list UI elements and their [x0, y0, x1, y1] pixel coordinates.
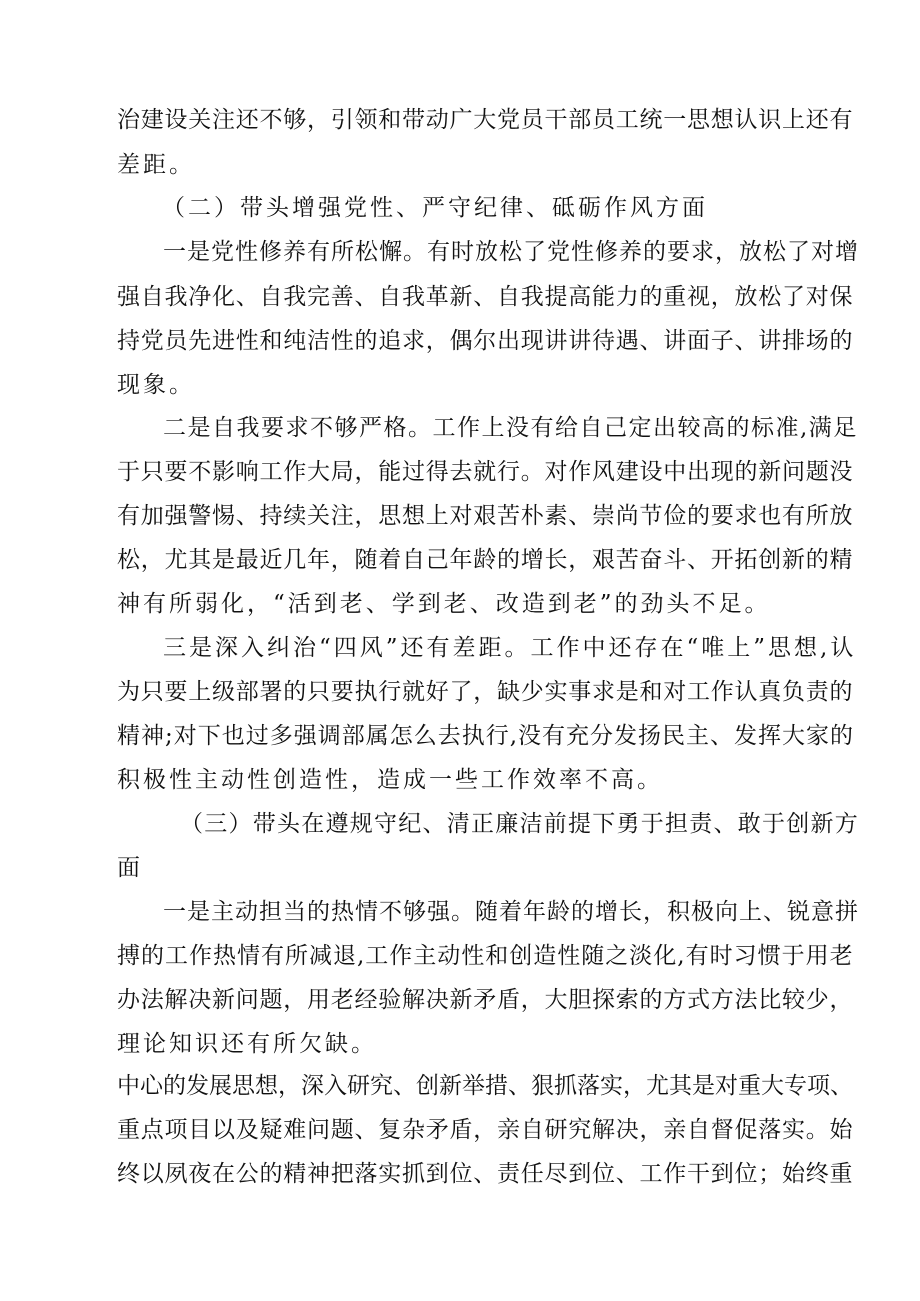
text-line: 三是深入纠治“四风”还有差距。工作中还存在“唯上”思想,认	[163, 635, 857, 661]
text-line: 持党员先进性和纯洁性的追求，偶尔出现讲讲待遇、讲面子、讲排场的	[117, 328, 854, 354]
text-line: 有加强警惕、持续关注，思想上对艰苦朴素、崇尚节俭的要求也有所放	[117, 503, 854, 529]
section-heading: （二）带头增强党性、严守纪律、砥砺作风方面	[162, 195, 708, 221]
text-line: 理论知识还有所欠缺。	[117, 1031, 377, 1057]
text-line: 差距。	[117, 152, 195, 178]
text-line: 积极性主动性创造性，造成一些工作效率不高。	[117, 767, 663, 793]
text-line: 搏的工作热情有所减退,工作主动性和创造性随之淡化,有时习惯于用老	[117, 943, 854, 969]
heading-line: （三）带头在遵规守纪、清正廉洁前提下勇于担责、敢于创新方	[180, 811, 859, 837]
text-line: 强自我净化、自我完善、自我革新、自我提高能力的重视，放松了对保	[117, 284, 854, 310]
text-line: 治建设关注还不够，引领和带动广大党员干部员工统一思想认识上还有	[117, 107, 854, 133]
heading-line: 面	[117, 855, 143, 881]
text-line: 一是主动担当的热情不够强。随着年龄的增长，积极向上、锐意拼	[163, 899, 859, 925]
text-line: 一是党性修养有所松懈。有时放松了党性修养的要求，放松了对增	[163, 239, 859, 265]
text-line: 中心的发展思想，深入研究、创新举措、狠抓落实，尤其是对重大专项、	[117, 1073, 853, 1099]
text-line: 终以夙夜在公的精神把落实抓到位、责任尽到位、工作干到位；始终重	[117, 1161, 854, 1187]
text-line: 重点项目以及疑难问题、复杂矛盾，亲自研究解决，亲自督促落实。始	[117, 1117, 854, 1143]
text-line: 松，尤其是最近几年，随着自己年龄的增长，艰苦奋斗、开拓创新的精	[117, 547, 854, 573]
text-line: 为只要上级部署的只要执行就好了，缺少实事求是和对工作认真负责的	[117, 679, 854, 705]
text-line: 办法解决新问题，用老经验解决新矛盾，大胆探索的方式方法比较少，	[117, 987, 854, 1013]
text-line: 二是自我要求不够严格。工作上没有给自己定出较高的标准,满足	[163, 415, 858, 441]
text-line: 于只要不影响工作大局，能过得去就行。对作风建设中出现的新问题没	[117, 459, 854, 485]
text-line: 精神;对下也过多强调部属怎么去执行,没有充分发扬民主、发挥大家的	[117, 723, 855, 749]
text-line: 神有所弱化，“活到老、学到老、改造到老”的劲头不足。	[117, 591, 771, 617]
text-line: 现象。	[117, 372, 195, 398]
